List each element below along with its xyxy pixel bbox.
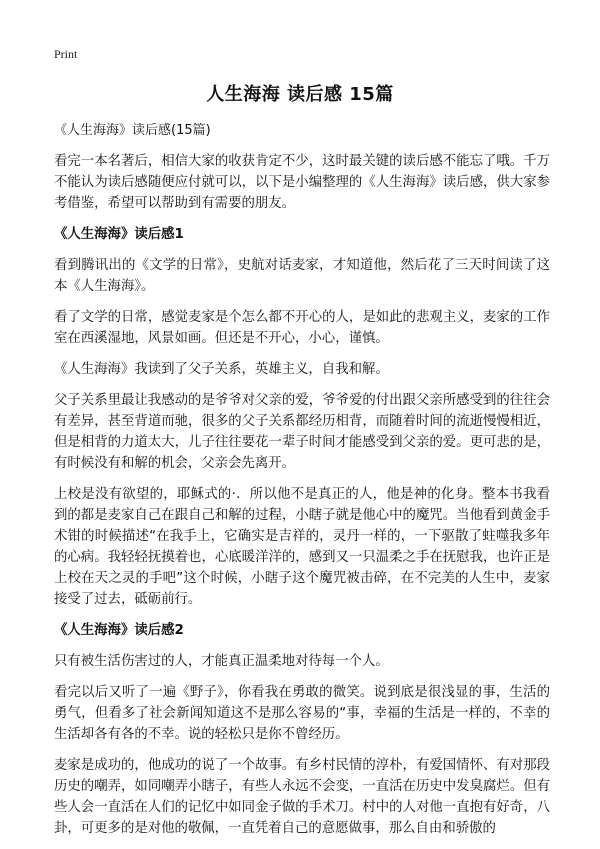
paragraph: 麦家是成功的，他成功的说了一个故事。有乡村民情的淳朴，有爱国情怀、有对那段历史的嘲弄，如同嘲弄小瞎子，有些人永远不会变，一直活在历史中发臭腐烂。但有些人会一直活在人们的记忆中如同金子做的手术刀。村中的人对他一直抱有好奇，八卦，可更多的是对他的敬佩，一直凭着自己的意愿做事，那么自由和骄傲的 <box>54 758 550 836</box>
page-title: 人生海海 读后感 15篇 <box>206 84 394 105</box>
section-2 <box>54 620 550 839</box>
paragraph: 看完以后又听了一遍《野子》，你看我在勇敢的微笑。说到底是很浅显的事，生活的勇气，但看多了社会新闻知道这不是那么容易的“事，幸福的生活是一样的，不幸的生活却各有各的不幸。说的轻松只是你不曾经历。 <box>54 685 550 742</box>
paragraph: 看了文学的日常，感觉麦家是个怎么都不开心的人，是如此的悲观主义，麦家的工作室在西溪湿地，风景如画。但还是不开心，小心，谨慎。 <box>54 310 550 346</box>
paragraph: 父子关系里最让我感动的是爷爷对父亲的爱，爷爷爱的付出跟父亲所感受到的往往会有差异，甚至背道而驰，很多的父子关系都经历相背，而随着时间的流逝慢慢相近，但是相背的力道太大，儿子往往要花一辈子时间才能感受到父亲的爱。更可悲的是，有时候没有和解的机会，父亲会先离开。 <box>54 393 550 471</box>
paragraph: 上校是没有欲望的，耶稣式的·．所以他不是真正的人，他是神的化身。整本书我看到的都是麦家自己在跟自己和解的过程，小瞎子就是他心中的魔咒。当他看到黄金手术钳的时候描述“在我手上，它确实是吉祥的，灵丹一样的，一下驱散了蛀噬我多年的心病。我轻轻抚摸着也，心底暖洋洋的，感到又一只温柔之手在抚慰我，也许正是上校在天之灵的手吧”这个时候，小瞎子这个魔咒被击碎，在不完美的人生中，麦家接受了过去，砥砺前行。 <box>54 487 550 607</box>
intro-paragraph: 看完一本名著后，相信大家的收获肯定不少，这时最关键的读后感不能忘了哦。千万不能认为读后感随便应付就可以，以下是小编整理的《人生海海》读后感，供大家参考借鉴，希望可以帮助到有需要的朋友。 <box>54 154 550 211</box>
section-1 <box>54 224 550 610</box>
article-body <box>54 120 550 849</box>
print-link[interactable]: Print <box>54 47 78 61</box>
article-subtitle: 《人生海海》读后感(15篇) <box>54 123 211 138</box>
section-heading: 《人生海海》读后感1 <box>54 227 184 242</box>
paragraph: 只有被生活伤害过的人，才能真正温柔地对待每一个人。 <box>54 654 389 669</box>
section-heading: 《人生海海》读后感2 <box>54 623 184 638</box>
paragraph: 看到腾讯出的《文学的日常》，史航对话麦家，才知道他，然后花了三天时间读了这本《人生海海》。 <box>54 258 550 294</box>
paragraph: 《人生海海》我读到了父子关系，英雄主义，自我和解。 <box>54 362 389 377</box>
